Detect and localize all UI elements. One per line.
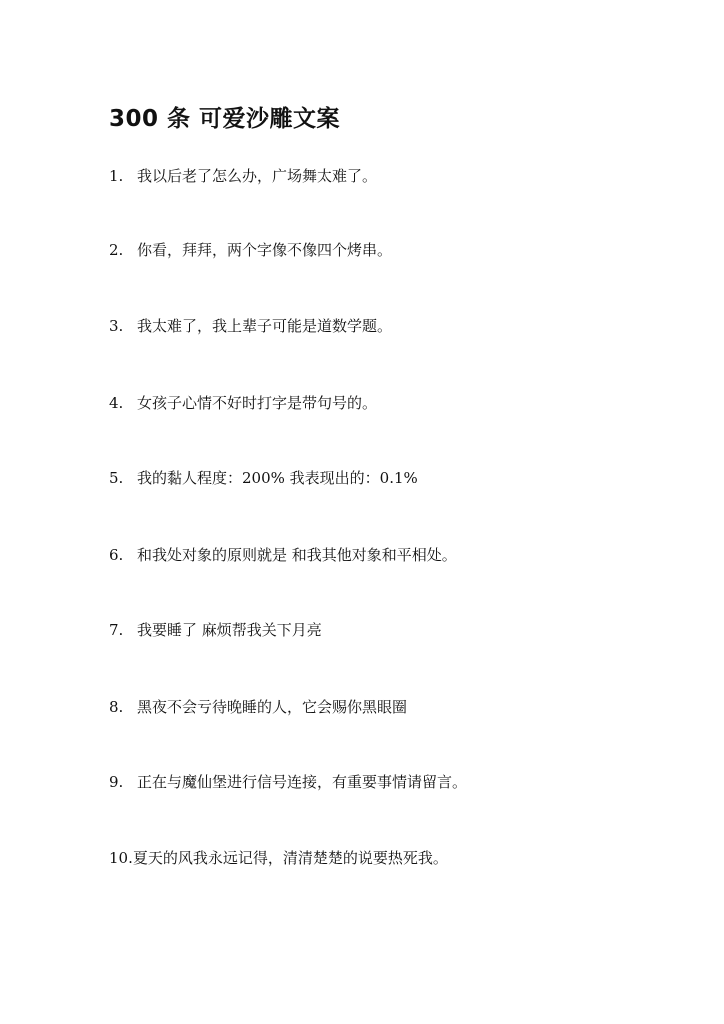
item-text: 夏天的风我永远记得，清清楚楚的说要热死我。: [132, 849, 448, 867]
list-item: [109, 620, 322, 640]
list-item: [109, 545, 457, 565]
list-item: [109, 772, 467, 792]
item-text: 我以后老了怎么办，广场舞太难了。: [137, 167, 378, 185]
item-number: 3.: [109, 317, 124, 335]
item-number: 1.: [109, 167, 124, 185]
item-number: 10.: [109, 849, 133, 867]
item-text: 正在与魔仙堡进行信号连接，有重要事情请留言。: [137, 773, 468, 791]
item-number: 8.: [109, 698, 124, 716]
list-item: [109, 316, 392, 336]
item-number: 7.: [109, 621, 124, 639]
list-item: [109, 393, 377, 413]
item-text: 我太难了，我上辈子可能是道数学题。: [137, 317, 393, 335]
item-text: 黑夜不会亏待晚睡的人，它会赐你黑眼圈: [137, 698, 408, 716]
list-item: [109, 468, 418, 488]
item-text: 我的黏人程度：200% 我表现出的：0.1%: [137, 469, 418, 487]
document-title: 300 条 可爱沙雕文案: [109, 106, 341, 132]
item-text: 女孩子心情不好时打字是带句号的。: [137, 394, 378, 412]
list-item: [109, 848, 448, 868]
item-number: 4.: [109, 394, 124, 412]
list-item: [109, 240, 392, 260]
item-text: 我要睡了 麻烦帮我关下月亮: [137, 621, 322, 639]
item-number: 2.: [109, 241, 124, 259]
item-text: 你看，拜拜，两个字像不像四个烤串。: [137, 241, 393, 259]
list-item: [109, 697, 407, 717]
list-item: [109, 166, 377, 186]
item-text: 和我处对象的原则就是 和我其他对象和平相处。: [137, 546, 457, 564]
item-number: 6.: [109, 546, 124, 564]
item-number: 5.: [109, 469, 124, 487]
item-number: 9.: [109, 773, 124, 791]
